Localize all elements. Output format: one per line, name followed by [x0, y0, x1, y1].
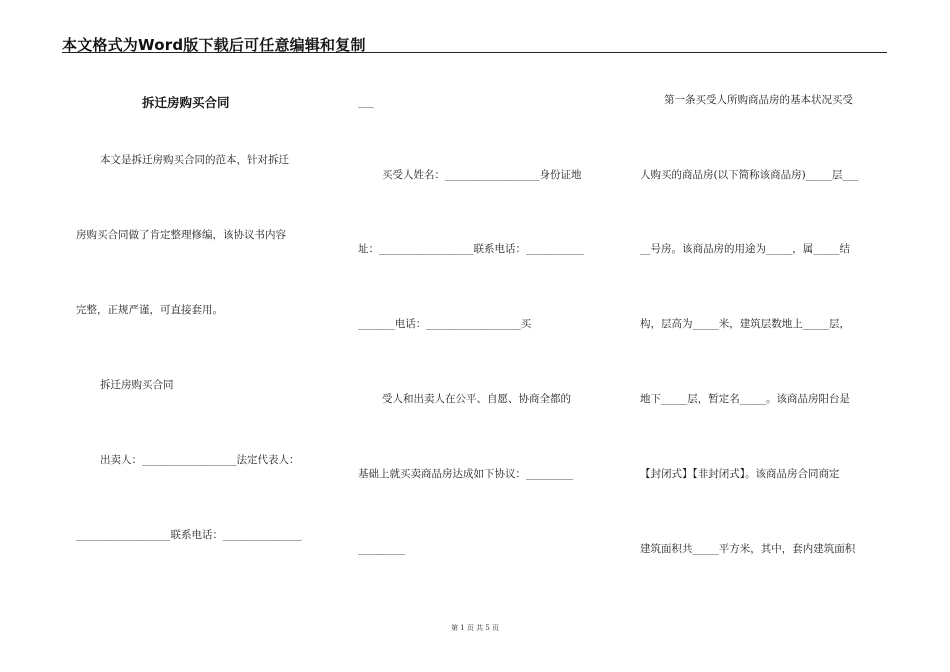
paragraph-line: 人购买的商品房(以下简称该商品房)_____层___ [640, 169, 859, 181]
page-header-title: 本文格式为Word版下载后可任意编辑和复制 [62, 36, 366, 54]
paragraph-line: _________ [358, 543, 406, 555]
text-column-1 [76, 0, 326, 672]
paragraph-line: 买受人姓名：__________________身份证地 [382, 169, 582, 181]
paragraph-line: 基础上就买卖商品房达成如下协议：_________ [358, 468, 574, 480]
paragraph-line: __________________联系电话：_______________ [76, 529, 302, 541]
paragraph-line: 建筑面积共_____平方米，其中，套内建筑面积 [640, 543, 856, 555]
paragraph-line: 第一条买受人所购商品房的基本状况买受 [664, 94, 853, 106]
paragraph-line: 本文是拆迁房购买合同的范本，针对拆迁 [100, 154, 289, 166]
paragraph-line: 【封闭式】【非封闭式】。该商品房合同商定 [640, 468, 840, 480]
paragraph-line: 址：__________________联系电话：___________ [358, 243, 584, 255]
text-column-3 [640, 0, 890, 672]
paragraph-line: 完整，正规严谨，可直接套用。 [76, 304, 223, 316]
text-column-2 [358, 0, 608, 672]
paragraph-line: 构，层高为_____米，建筑层数地上_____层， [640, 318, 850, 330]
paragraph-line: _______电话：__________________买 [358, 318, 532, 330]
paragraph-line: 房购买合同做了肯定整理修编，该协议书内容 [76, 229, 286, 241]
paragraph-line: 地下_____层，暂定名_____。该商品房阳台是 [640, 393, 850, 405]
page-number-footer: 第 1 页 共 5 页 [450, 624, 500, 632]
document-title: 拆迁房购买合同 [142, 95, 230, 110]
section-heading: 拆迁房购买合同 [100, 379, 174, 391]
paragraph-line: 受人和出卖人在公平、自愿、协商全都的 [382, 393, 571, 405]
paragraph-line: ___ [358, 96, 374, 108]
paragraph-line: 出卖人：__________________法定代表人： [100, 454, 300, 466]
paragraph-line: __号房。该商品房的用途为_____，属_____结 [640, 243, 850, 255]
